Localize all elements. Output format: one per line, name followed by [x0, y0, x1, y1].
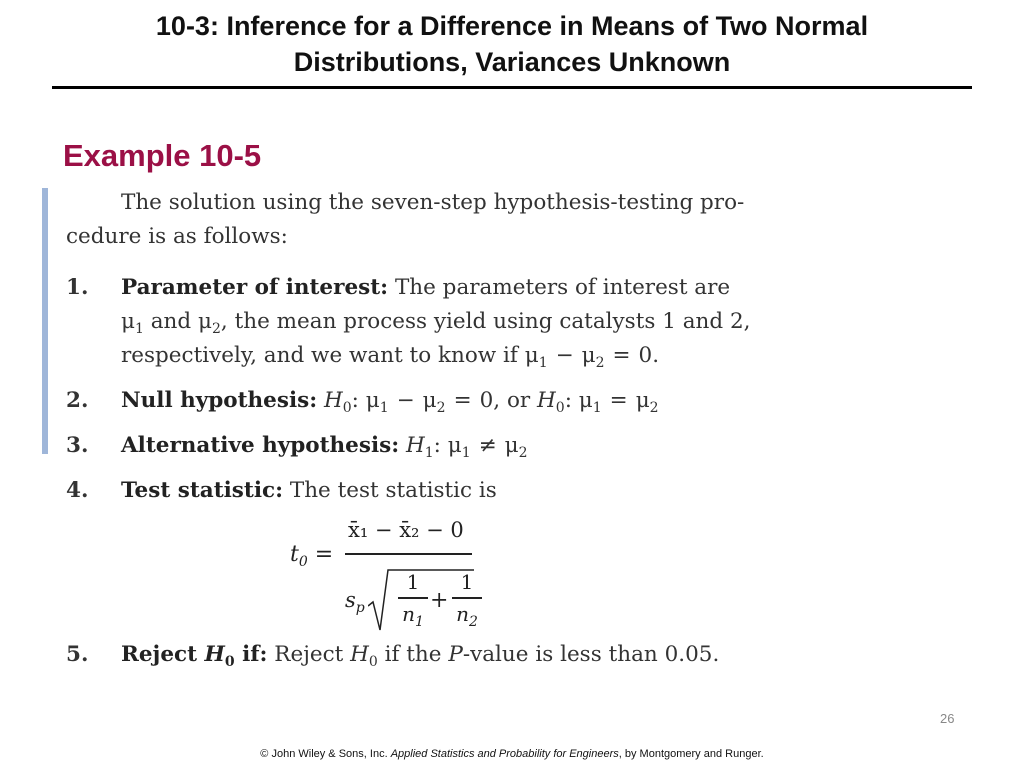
step-text: The parameters of interest are	[394, 275, 731, 300]
formula-lhs: $t_0$ =	[290, 542, 334, 570]
formula-sp: $s_p$	[345, 588, 365, 616]
step-text-2: if the	[384, 642, 442, 667]
formula-fraction-2: 1 $n_2$	[452, 570, 482, 626]
footer-authors: , by Montgomery and Runger.	[618, 748, 764, 760]
math-expression: $H_0$: $\mu_1 - \mu_2 = 0$	[324, 388, 494, 416]
step-text-3: respectively, and we want to know if	[121, 343, 518, 368]
step-number: 1.	[66, 275, 89, 300]
step-heading: Parameter of interest:	[121, 275, 389, 300]
step-number: 2.	[66, 388, 89, 413]
math-mu1: $\mu_1$	[121, 309, 144, 337]
test-statistic-formula	[290, 518, 490, 628]
step-text-2: , the mean process yield using catalysts 1 and 2,	[220, 309, 751, 334]
title-line-1: 10-3: Inference for a Difference in Means of Two Normal	[155, 11, 869, 41]
example-heading: Example 10-5	[63, 138, 262, 173]
intro-line-2: cedure is as follows:	[66, 224, 288, 249]
page-number: 26	[940, 711, 955, 726]
math-expression: $H_1$: $\mu_1 \ne \mu_2$	[406, 433, 528, 461]
p-symbol: P	[441, 642, 463, 667]
footer-citation	[0, 748, 1024, 760]
step-heading: Reject $H_0$ if:	[121, 642, 268, 670]
slide-title	[0, 8, 1024, 80]
step-number: 5.	[66, 642, 89, 667]
footer-book-title: Applied Statistics and Probability for Engineers	[390, 748, 619, 760]
accent-bar	[42, 188, 48, 454]
footer-copyright: © John Wiley & Sons, Inc.	[260, 748, 388, 760]
formula-fraction-bar	[345, 553, 472, 555]
formula-fraction-1: 1 $n_1$	[398, 570, 428, 626]
step-number: 4.	[66, 478, 89, 503]
step-heading: Null hypothesis:	[121, 388, 318, 413]
step-text: Reject	[274, 642, 344, 667]
step-heading: Test statistic:	[121, 478, 284, 503]
math-expression: $\mu_1 - \mu_2 = 0$.	[524, 343, 660, 371]
intro-line-1: The solution using the seven-step hypothesis-testing pro-	[121, 190, 745, 215]
title-line-2: Distributions, Variances Unknown	[293, 47, 731, 77]
step-heading: Alternative hypothesis:	[121, 433, 400, 458]
step-text: The test statistic is	[289, 478, 497, 503]
formula-numerator: x̄₁ − x̄₂ − 0	[348, 518, 464, 542]
formula-plus: +	[430, 588, 449, 613]
math-mu2: $\mu_2$	[198, 309, 221, 337]
step-text-3: -value is less than 0.05.	[462, 642, 720, 667]
step-number: 3.	[66, 433, 89, 458]
math-h0: $H_0$	[350, 642, 378, 670]
math-expression-2: $H_0$: $\mu_1 = \mu_2$	[537, 388, 659, 416]
title-divider	[52, 86, 972, 89]
intro-text	[66, 186, 746, 254]
step-text: , or	[493, 388, 531, 413]
